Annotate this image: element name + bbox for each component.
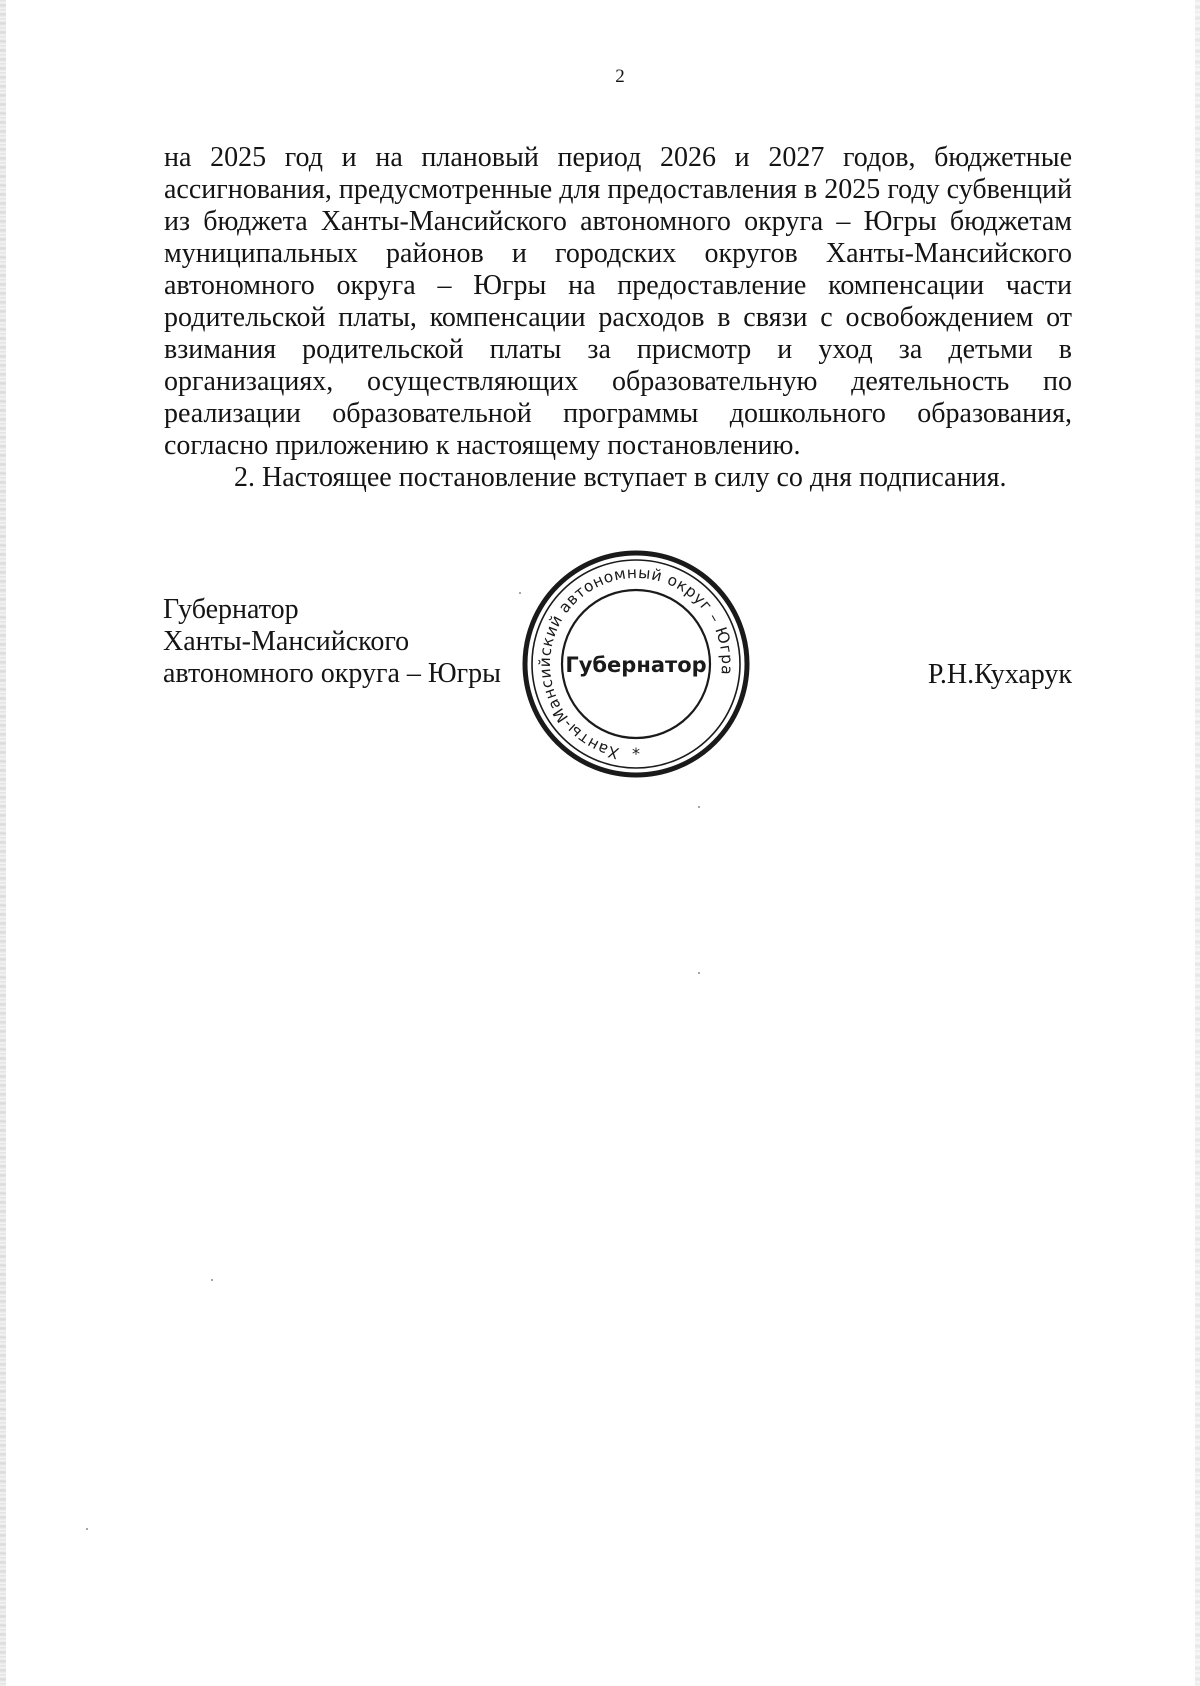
signatory-position: [163, 594, 501, 690]
scan-speck: [86, 1528, 88, 1530]
signatory-position-line-2: Ханты-Мансийского: [163, 626, 410, 657]
scan-speck: [698, 972, 700, 974]
paragraph-1-continuation: на 2025 год и на плановый период 2026 и 2027 годов, бюджетные ассигнования, предусмотренные для предоставления в 2025 году субвенций из бюджета Ханты-Мансийского автономного округа – Югры бюджетам муниципальных районов и городских округов Ханты-Мансийского автономного округа – Югры на предоставление компенсации части родительской платы, компенсации расходов в связи с освобождением от взимания родительской платы за присмотр и уход за детьми в организациях, осуществляющих образовательную деятельность по реализации образовательной программы дошкольного образования, согласно приложению к настоящему постановлению.: [164, 142, 1072, 461]
scan-speck: [698, 806, 700, 808]
seal-star-glyph: *: [632, 744, 640, 763]
page-number: 2: [615, 66, 625, 87]
scan-speck: [519, 592, 521, 594]
signatory-position-line-1: Губернатор: [163, 594, 299, 625]
seal-ring-text: Ханты-Мансийский автономный округ – Югра: [535, 563, 737, 763]
signatory-position-line-3: автономного округа – Югры: [163, 658, 501, 689]
paragraph-2-clause: 2. Настоящее постановление вступает в силу со дня подписания.: [234, 462, 1007, 493]
scan-speck: [211, 1279, 213, 1281]
governor-seal: [518, 546, 754, 782]
seal-center-text: Губернатор: [565, 653, 707, 677]
document-body: [164, 142, 1072, 494]
scan-edge-left: [0, 0, 6, 1686]
signer-name: Р.Н.Кухарук: [927, 659, 1072, 690]
scan-edge-right: [1195, 0, 1200, 1686]
